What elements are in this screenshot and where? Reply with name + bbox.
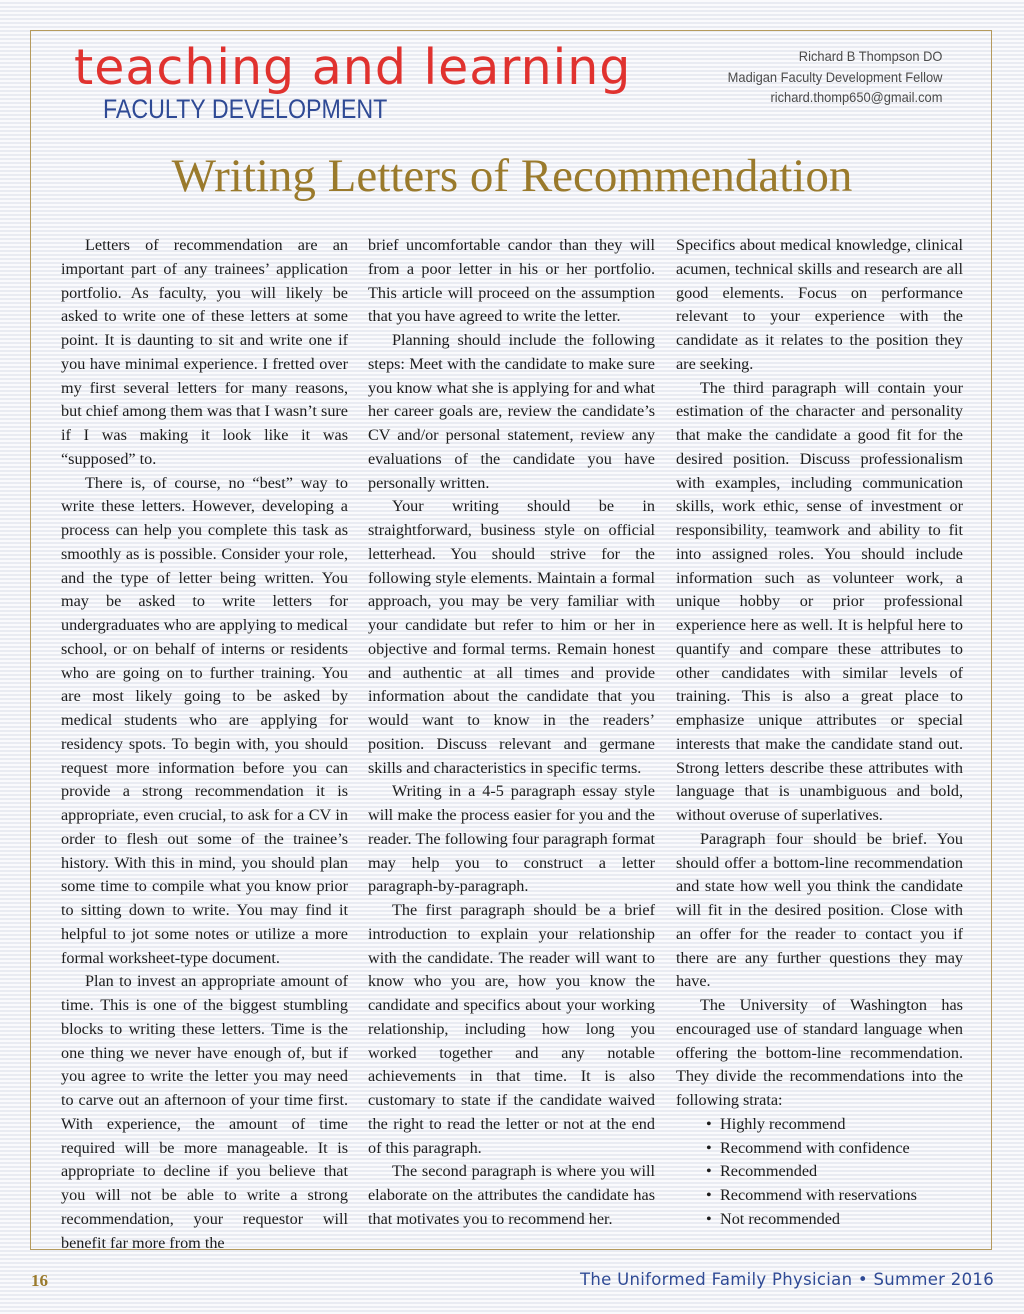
paragraph: There is, of course, no “best” way to write these letters. However, developing a process can help you complete this task as smoothly as is possible. Consider your role, and the type of letter being written. You may be asked to write letters for undergraduates who are applying to medical school, or on behalf of interns or residents who are going on to further training. You are most likely going to be asked by medical students who are applying for residency spots. To begin with, you should request more information before you can provide a strong recommendation it is appropriate, even crucial, to ask for a CV in order to flesh out some of the trainee’s history. With this in mind, you should plan some time to compile what you know prior to sitting down to write. You may find it helpful to jot some notes or utilize a more formal worksheet-type document. <box>61 473 348 967</box>
paragraph: brief uncomfortable candor than they will from a poor letter in his or her portfolio. This article will proceed on the assumption that you have agreed to write the letter. <box>368 236 655 326</box>
paragraph: Planning should include the following steps: Meet with the candidate to make sure you know what she is applying for and what her career goals are, review the candidate’s CV and/or personal statement, review any evaluations of the candidate you have personally written. <box>368 331 655 492</box>
column-3 <box>676 234 963 1232</box>
column-2 <box>368 234 655 1232</box>
article-title: Writing Letters of Recommendation <box>171 150 853 202</box>
list-item <box>706 1160 963 1184</box>
brand-title: teaching and learning <box>74 39 632 96</box>
paragraph: Plan to invest an appropriate amount of time. This is one of the biggest stumbling blocks to writing these letters. Time is the one thing we never have enough of, but if you agree to write the letter you may need to carve out an afternoon of your time first. With experience, the amount of time required will be more manageable. It is appropriate to decline if you believe that you will not be able to write a strong recommendation, your requestor will benefit far more from the <box>61 972 348 1252</box>
publication-footer: The Uniformed Family Physician • Summer 2016 <box>580 1270 994 1289</box>
bullet-icon: • <box>706 1114 712 1133</box>
list-item-label: Recommend with reservations <box>720 1186 917 1204</box>
brand-subtitle: FACULTY DEVELOPMENT <box>103 94 388 124</box>
list-item <box>706 1137 963 1161</box>
list-item <box>706 1184 963 1208</box>
list-item <box>706 1113 963 1137</box>
paragraph: Letters of recommendation are an important part of any trainees’ application portfolio. As faculty, you will likely be asked to write one of these letters at some point. It is daunting to sit and write one if you have minimal experience. I fretted over my first several letters for many reasons, but chief among them was that I wasn’t sure if I was making it look like it was “supposed” to. <box>61 236 348 468</box>
list-item-label: Recommend with confidence <box>720 1138 910 1157</box>
column-1 <box>61 234 348 1255</box>
paragraph: The first paragraph should be a brief introduction to explain your relationship with the candidate. The reader will want to know who you are, how you know the candidate and specifics about your working relationship, including how long you worked together and any notable achievements in that time. It is also customary to state if the candidate waived the right to read the letter or not at the end of this paragraph. <box>368 901 655 1157</box>
bullet-icon: • <box>706 1186 712 1204</box>
paragraph: Specifics about medical knowledge, clinical acumen, technical skills and research are all good elements. Focus on performance relevant to your experience with the candidate as it relates to the position they are seeking. <box>676 236 963 373</box>
bullet-icon: • <box>706 1138 712 1157</box>
author-role: Madigan Faculty Development Fellow <box>727 68 942 85</box>
author-name: Richard B Thompson DO <box>798 48 942 64</box>
paragraph: Your writing should be in straightforward, business style on official letterhead. You should strive for the following style elements. Maintain a formal approach, you may be very familiar with your candidate but refer to him or her in objective and formal terms. Remain honest and authentic at all times and provide information about the candidate that you would want to know in the readers’ position. Discuss relevant and germane skills and characteristics in specific terms. <box>368 497 655 777</box>
list-item-label: Recommended <box>720 1162 818 1181</box>
author-email[interactable]: richard.thomp650@gmail.com <box>769 89 942 105</box>
author-block <box>709 46 942 108</box>
list-item <box>706 1208 963 1232</box>
paragraph: The second paragraph is where you will elaborate on the attributes the candidate has that motivates you to recommend her. <box>368 1162 655 1228</box>
bullet-icon: • <box>706 1162 712 1181</box>
paragraph: The third paragraph will contain your estimation of the character and personality that make the candidate a good fit for the desired position. Discuss professionalism with examples, including communication skills, work ethic, sense of investment or responsibility, teamwork and ability to fit into assigned roles. You should include information such as volunteer work, a unique hobby or prior professional experience here as well. It is helpful here to quantify and compare these attributes to other candidates with similar levels of training. This is also a great place to emphasize unique attributes or special interests that make the candidate stand out. Strong letters describe these attributes with language that is unambiguous and bold, without overuse of superlatives. <box>676 378 963 824</box>
paragraph: Paragraph four should be brief. You should offer a bottom-line recommendation and state how well you think the candidate will fit in the desired position. Close with an offer for the reader to contact you if there are any further questions they may have. <box>676 829 963 991</box>
list-item-label: Highly recommend <box>720 1114 846 1133</box>
paragraph: Writing in a 4-5 paragraph essay style will make the process easier for you and the reader. The following four paragraph format may help you to construct a letter paragraph-by-paragraph. <box>368 782 655 896</box>
paragraph: The University of Washington has encouraged use of standard language when offering the bottom-line recommendation. They divide the recommendations into the following strata: <box>676 996 963 1109</box>
strata-list <box>676 1113 963 1232</box>
bullet-icon: • <box>706 1209 712 1228</box>
list-item-label: Not recommended <box>720 1209 841 1228</box>
page-number: 16 <box>31 1271 48 1290</box>
